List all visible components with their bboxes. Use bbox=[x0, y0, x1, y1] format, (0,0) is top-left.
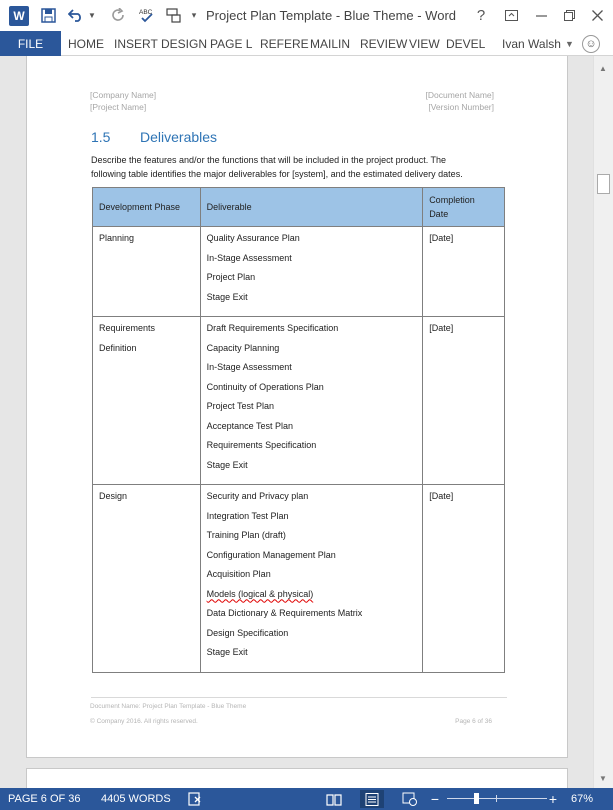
document-page bbox=[26, 56, 568, 758]
date-cell bbox=[423, 317, 505, 485]
date-cell bbox=[423, 485, 505, 673]
date-text: [Date] bbox=[429, 491, 454, 501]
table-row bbox=[93, 227, 505, 317]
tab-design[interactable]: DESIGN bbox=[161, 36, 208, 51]
footer-copyright: © Company 2016. All rights reserved. bbox=[90, 718, 198, 725]
deliverable-item: Data Dictionary & Requirements Matrix bbox=[206, 608, 363, 618]
deliverable-item: Acceptance Test Plan bbox=[206, 420, 294, 431]
proofing-icon[interactable] bbox=[186, 791, 206, 807]
tab-mailings[interactable]: MAILIN bbox=[310, 36, 351, 51]
deliverable-item bbox=[207, 588, 417, 608]
vertical-scrollbar[interactable] bbox=[593, 56, 613, 788]
tab-view[interactable]: VIEW bbox=[409, 36, 440, 51]
deliverable-item: Project Test Plan bbox=[206, 401, 275, 411]
restore-icon[interactable] bbox=[556, 4, 582, 26]
deliverable-item: Project Plan bbox=[206, 272, 256, 282]
deliverable-item: Stage Exit bbox=[206, 647, 248, 657]
title-bar bbox=[0, 0, 613, 31]
header-version-number: [Version Number] bbox=[428, 102, 494, 112]
status-bar bbox=[0, 788, 613, 810]
page-count[interactable]: PAGE 6 OF 36 bbox=[8, 793, 81, 805]
scroll-down-icon[interactable]: ▼ bbox=[599, 774, 607, 783]
tab-page-layout[interactable]: PAGE L bbox=[210, 36, 253, 51]
phase-text: Design bbox=[99, 491, 128, 501]
footer-page-number: Page 6 of 36 bbox=[455, 718, 492, 725]
deliverable-item: Stage Exit bbox=[206, 459, 248, 470]
close-icon[interactable] bbox=[584, 4, 610, 26]
header-project-name: [Project Name] bbox=[90, 102, 147, 112]
zoom-slider-thumb[interactable] bbox=[474, 793, 479, 804]
deliverable-item: Integration Test Plan bbox=[206, 510, 289, 521]
table-row bbox=[93, 317, 505, 485]
deliverable-item: Design Specification bbox=[206, 627, 289, 638]
table-row bbox=[93, 485, 505, 673]
phase-cell bbox=[93, 317, 201, 485]
zoom-slider-track[interactable] bbox=[447, 798, 547, 799]
deliverables-table bbox=[92, 187, 505, 673]
phase-cell bbox=[93, 485, 201, 673]
header-development-phase: Development Phase bbox=[93, 188, 201, 227]
section-title: Deliverables bbox=[140, 129, 218, 145]
tab-review[interactable]: REVIEW bbox=[360, 36, 408, 51]
help-button[interactable]: ? bbox=[476, 6, 486, 24]
word-app-icon[interactable]: W bbox=[9, 6, 29, 26]
user-dropdown-icon[interactable]: ▼ bbox=[565, 38, 574, 49]
phase-text: Definition bbox=[99, 342, 137, 353]
redo-icon[interactable] bbox=[108, 5, 128, 25]
deliverable-item: Configuration Management Plan bbox=[206, 549, 336, 560]
ribbon-display-options-icon[interactable] bbox=[498, 4, 524, 26]
deliverable-item: Security and Privacy plan bbox=[206, 491, 309, 501]
zoom-out-button[interactable]: − bbox=[430, 791, 440, 807]
date-text: [Date] bbox=[429, 323, 454, 333]
deliverable-item: Capacity Planning bbox=[206, 342, 280, 353]
scroll-up-icon[interactable]: ▲ bbox=[599, 64, 607, 73]
deliverable-item: In-Stage Assessment bbox=[206, 252, 292, 263]
svg-text:ABC: ABC bbox=[139, 9, 153, 16]
section-number: 1.5 bbox=[91, 129, 111, 145]
document-title: Project Plan Template - Blue Theme - Word bbox=[206, 8, 457, 23]
zoom-slider-center-tick bbox=[496, 795, 497, 802]
minimize-icon[interactable] bbox=[528, 4, 554, 26]
deliverable-item: Draft Requirements Specification bbox=[206, 323, 339, 333]
phase-text: Requirements bbox=[99, 323, 156, 333]
deliverable-item: Continuity of Operations Plan bbox=[206, 381, 324, 392]
footer-divider bbox=[91, 697, 507, 698]
tab-home[interactable]: HOME bbox=[68, 36, 104, 51]
deliverable-item: Requirements Specification bbox=[206, 440, 317, 450]
deliverable-item: Stage Exit bbox=[206, 291, 248, 302]
header-document-name: [Document Name] bbox=[425, 90, 494, 100]
intro-paragraph bbox=[91, 153, 511, 181]
intro-line: Describe the features and/or the functions that will be included in the project product. The bbox=[91, 155, 447, 165]
print-layout-icon[interactable] bbox=[360, 790, 384, 808]
phase-cell bbox=[93, 227, 201, 317]
tab-developer[interactable]: DEVEL bbox=[446, 36, 486, 51]
feedback-smiley-icon[interactable]: ☺ bbox=[582, 35, 600, 53]
phase-text: Planning bbox=[99, 233, 135, 243]
save-icon[interactable] bbox=[38, 5, 58, 25]
misspelled-text[interactable]: Models (logical & physical) bbox=[206, 588, 314, 599]
table-header-row bbox=[93, 188, 505, 227]
intro-line: following table identifies the major deliverables for [system], and the estimated delivery dates. bbox=[91, 169, 463, 179]
tab-references[interactable]: REFERE bbox=[260, 36, 309, 51]
deliverable-cell bbox=[200, 317, 423, 485]
tab-file[interactable]: FILE bbox=[0, 31, 61, 56]
deliverable-item: Training Plan (draft) bbox=[206, 530, 286, 540]
header-completion-line: Completion bbox=[429, 195, 475, 205]
spelling-icon[interactable] bbox=[137, 5, 157, 25]
customize-qat-icon[interactable]: ▾ bbox=[191, 9, 197, 20]
deliverable-cell bbox=[200, 485, 423, 673]
format-painter-icon[interactable] bbox=[164, 5, 184, 25]
deliverable-cell bbox=[200, 227, 423, 317]
next-page bbox=[26, 768, 568, 788]
header-deliverable: Deliverable bbox=[200, 188, 423, 227]
tab-insert[interactable]: INSERT bbox=[114, 36, 158, 51]
user-name[interactable]: Ivan Walsh bbox=[502, 36, 561, 51]
ribbon-tabs bbox=[0, 31, 613, 56]
undo-dropdown-icon[interactable]: ▼ bbox=[88, 10, 96, 20]
web-layout-icon[interactable] bbox=[401, 791, 419, 807]
undo-icon[interactable] bbox=[66, 5, 86, 25]
header-company-name: [Company Name] bbox=[90, 90, 157, 100]
header-completion-date bbox=[423, 188, 505, 227]
scroll-thumb[interactable] bbox=[597, 174, 610, 194]
document-area bbox=[0, 56, 593, 788]
deliverable-item: Quality Assurance Plan bbox=[206, 233, 300, 243]
deliverable-item: Acquisition Plan bbox=[206, 569, 271, 579]
date-text: [Date] bbox=[429, 233, 454, 243]
header-completion-line: Date bbox=[429, 209, 449, 219]
footer-document-name: Document Name: Project Plan Template - Blue Theme bbox=[90, 703, 247, 710]
zoom-percent[interactable]: 67% bbox=[571, 793, 594, 805]
deliverable-item: In-Stage Assessment bbox=[206, 362, 292, 372]
date-cell bbox=[423, 227, 505, 317]
read-mode-icon[interactable] bbox=[325, 791, 343, 807]
zoom-in-button[interactable]: + bbox=[548, 791, 558, 807]
word-count[interactable]: 4405 WORDS bbox=[101, 793, 171, 805]
